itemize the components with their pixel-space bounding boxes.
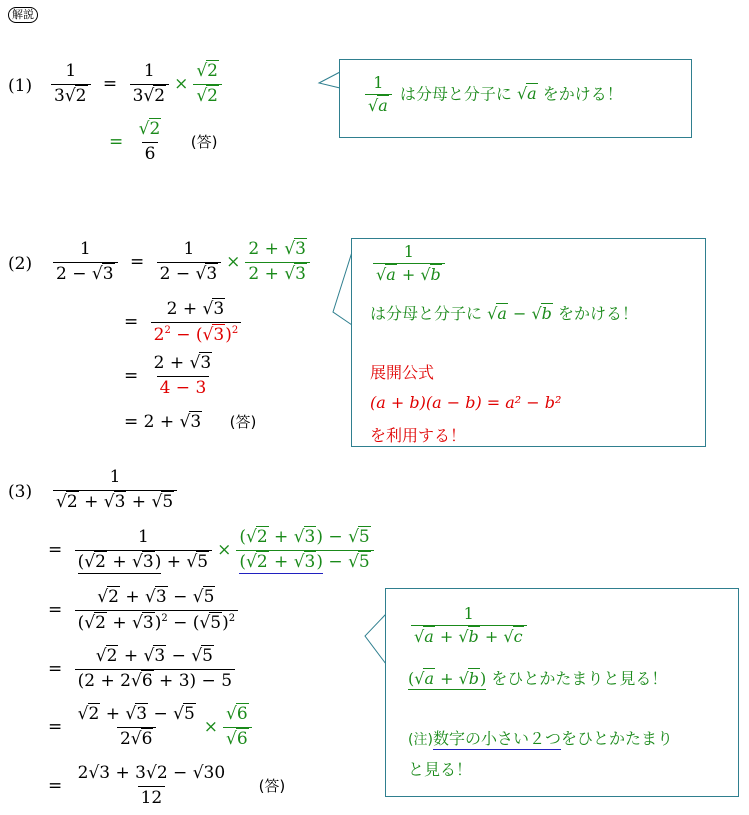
- problem-2-line-1: $\frac{1}{2 - √3}$ = $\frac{1}{2 - √3}$ × $\frac{2 + √3}{2 + √3}$: [50, 240, 313, 284]
- problem-1-line-1: $\frac{1}{3√2}$ = $\frac{1}{3√2}$ × $\frac{√2}{√2}$: [48, 62, 225, 106]
- problem-3-line-4: = $\frac{√2 + √3 - √5}{(2 + 2√6 + 3) - 5}$: [44, 647, 238, 691]
- answer-mark: (答): [229, 413, 257, 431]
- formula: (a + b)(a − b) = a² − b²: [370, 393, 562, 412]
- problem-3-line-5: = $\frac{√2 + √3 - √5}{2√6}$ × $\frac{√6}{√6}$: [44, 705, 255, 749]
- answer-mark: (答): [258, 776, 286, 795]
- note-box-3: $\frac{1}{√a + √b + √c}$ (√a + √b) をひとかたまりと見る！ (注)数字の小さい２つをひとかたまり と見る！: [385, 588, 739, 797]
- formula-title: 展開公式: [370, 363, 435, 382]
- solution-badge: 解説: [8, 7, 38, 23]
- answer-mark: (答): [190, 132, 218, 151]
- problem-3-line-3: = $\frac{√2 + √3 - √5}{(√2 + √3)^2 - (√5)^2}$: [44, 588, 241, 633]
- note-box-1: $\frac{1}{√a}$ は分母と分子に √a をかける！: [339, 59, 692, 138]
- problem-3-line-1: $\frac{1}{√2 + √3 + √5}$: [50, 468, 180, 512]
- problem-1-line-2: = $\frac{√2}{6}$ (答): [109, 119, 218, 164]
- formula-note: を利用する！: [370, 426, 467, 445]
- note-box-2: $\frac{1}{√a + √b}$ は分母と分子に √a − √b をかける！ 展開公式 (a + b)(a − b) = a² − b² を利用する！: [351, 238, 706, 447]
- problem-3-line-6: = $\frac{2√3 + 3√2 - √30}{12}$ (答): [48, 763, 286, 808]
- problem-3-line-2: = $\frac{1}{(√2 + √3) + √5}$ × $\frac{(√2 + √3) - √5}{(√2 + √3) - √5}$: [44, 528, 377, 572]
- problem-2-line-2: = $\frac{2 + √3}{2^2 - (√3)^2}$: [120, 300, 244, 345]
- problem-1-label: (1): [8, 76, 33, 96]
- problem-2-line-4: = 2 + √3 (答): [124, 412, 257, 432]
- problem-2-label: (2): [8, 254, 33, 274]
- problem-2-line-3: = $\frac{2 + √3}{4 - 3}$: [124, 353, 212, 398]
- problem-3-label: (3): [8, 482, 33, 502]
